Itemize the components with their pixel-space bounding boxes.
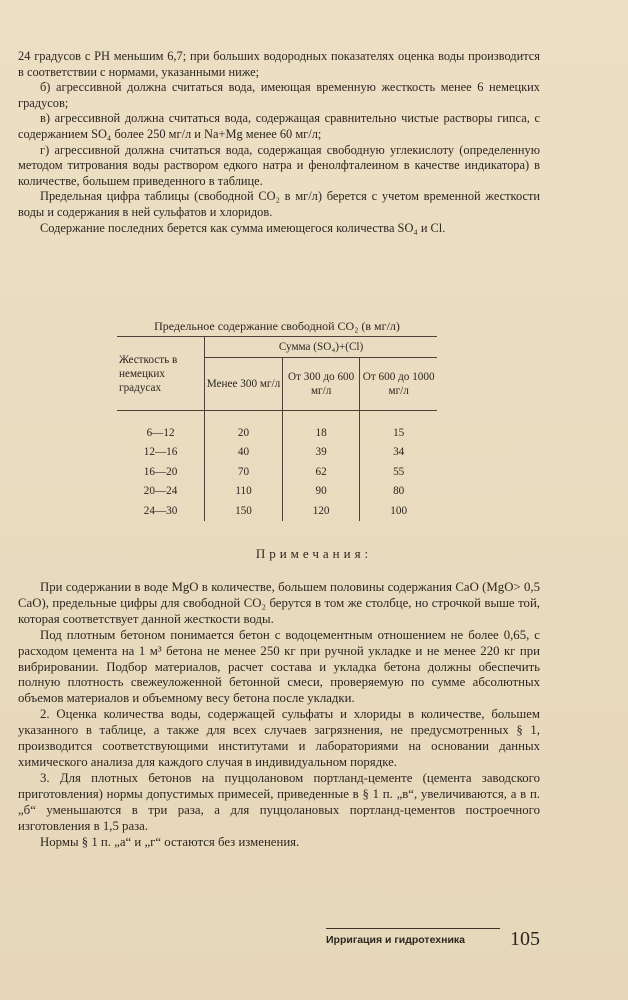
value-cell: 70 bbox=[205, 462, 283, 482]
value-cell: 34 bbox=[360, 443, 437, 463]
value-cell: 20 bbox=[205, 423, 283, 443]
group-header: Сумма (SO₄)+(Cl) bbox=[205, 337, 437, 358]
hardness-cell: 24—30 bbox=[143, 504, 178, 517]
table-row bbox=[117, 443, 437, 463]
hardness-cell: 16—20 bbox=[143, 465, 178, 478]
value-cell: 120 bbox=[282, 501, 359, 521]
value-cell: 62 bbox=[282, 462, 359, 482]
table-row bbox=[117, 501, 437, 521]
data-table bbox=[117, 336, 437, 521]
value-cell: 110 bbox=[205, 482, 283, 502]
table-spacer bbox=[117, 411, 437, 424]
paragraph: Содержание последних берется как сумма имеющегося количества SO₄ и Cl. bbox=[40, 220, 446, 235]
paragraph: 3. Для плотных бетонов на пуццолановом портланд-цементе (цемента заводского приготовления) нормы допустимых примесей, приведенные в § 1 п. „в“, увеличиваются, а в п. „б“ уменьшаются в три раза, а для пуццолановых портланд-цементов построечного изготовления в 1,5 раза. bbox=[18, 770, 540, 833]
column-header: От 300 до 600 мг/л bbox=[282, 358, 359, 411]
paragraph: При содержании в воде MgO в количестве, большем половины содержания CaO (MgO> 0,5 CaO), предельные цифры для свободной CO₂ берутся в том же столбце, но строчкой выше той, которая соответствует данной жесткости воды. bbox=[18, 580, 540, 626]
body-text-top bbox=[18, 49, 540, 236]
paragraph: 24 градусов с PH меньшим 6,7; при больших водородных показателях оценка воды производится в соответствии с нормами, указанными ниже; bbox=[18, 49, 540, 79]
paragraph: 2. Оценка количества воды, содержащей сульфаты и хлориды в количестве, большем указанного в таблице, а также для всех случаев загрязнения, не предусмотренных § 1, производится соответствующими институтами и лабораториями на основании данных химического анализа для каждого случая в индивидуальном порядке. bbox=[18, 707, 540, 769]
value-cell: 80 bbox=[360, 482, 437, 502]
paragraph: г) агрессивной должна считаться вода, содержащая свободную углекислоту (определенную методом титрования воды раствором едкого натра и фенолфталеином в качестве индикатора) в количестве, большем приведенного в таблице. bbox=[18, 142, 540, 188]
value-cell: 15 bbox=[360, 423, 437, 443]
value-cell: 55 bbox=[360, 462, 437, 482]
hardness-cell: 12—16 bbox=[143, 446, 178, 459]
value-cell: 100 bbox=[360, 501, 437, 521]
value-cell: 39 bbox=[282, 443, 359, 463]
paragraph: б) агрессивной должна считаться вода, имеющая временную жесткость менее 6 немецких градусов; bbox=[18, 80, 540, 110]
paragraph: Нормы § 1 п. „а“ и „г“ остаются без изменения. bbox=[40, 834, 300, 849]
value-cell: 18 bbox=[282, 423, 359, 443]
hardness-cell: 6—12 bbox=[146, 426, 175, 439]
page-number: 105 bbox=[510, 928, 540, 950]
column-header: От 600 до 1000 мг/л bbox=[360, 358, 437, 411]
stub-header: Жесткость в немецких градусах bbox=[117, 337, 205, 411]
value-cell: 90 bbox=[282, 482, 359, 502]
table-row bbox=[117, 423, 437, 443]
value-cell: 40 bbox=[205, 443, 283, 463]
footer-rule bbox=[326, 928, 500, 929]
paragraph: Предельная цифра таблицы (свободной CO₂ в мг/л) берется с учетом временной жесткости воды и содержания в ней сульфатов и хлоридов. bbox=[18, 189, 540, 219]
journal-title: Ирригация и гидротехника bbox=[326, 934, 466, 946]
table-row bbox=[117, 462, 437, 482]
notes-title: Примечания: bbox=[255, 546, 373, 561]
paragraph: Под плотным бетоном понимается бетон с водоцементным отношением не более 0,65, с расходом цемента на 1 м³ бетона не менее 250 кг при ручной укладке и не менее 220 кг при вибрировании. Подбор материалов, расчет состава и укладка бетона должны обеспечить полную плотность свежеуложенной бетонной смеси, проверяемую по сумме абсолютных объемов материалов и объемному весу бетона после укладки. bbox=[18, 627, 540, 706]
table-caption: Предельное содержание свободной CO₂ (в мг/л) bbox=[154, 319, 400, 333]
value-cell: 150 bbox=[205, 501, 283, 521]
body-text-notes bbox=[18, 580, 540, 850]
paragraph: в) агрессивной должна считаться вода, содержащая сравнительно чистые растворы гипса, с содержанием SO₄ более 250 мг/л и Na+Mg менее 60 мг/л; bbox=[18, 111, 540, 141]
column-header: Менее 300 мг/л bbox=[205, 358, 283, 411]
table-row bbox=[117, 482, 437, 502]
co2-limit-table bbox=[117, 319, 437, 521]
hardness-cell: 20—24 bbox=[143, 485, 178, 498]
page-footer bbox=[326, 928, 540, 950]
